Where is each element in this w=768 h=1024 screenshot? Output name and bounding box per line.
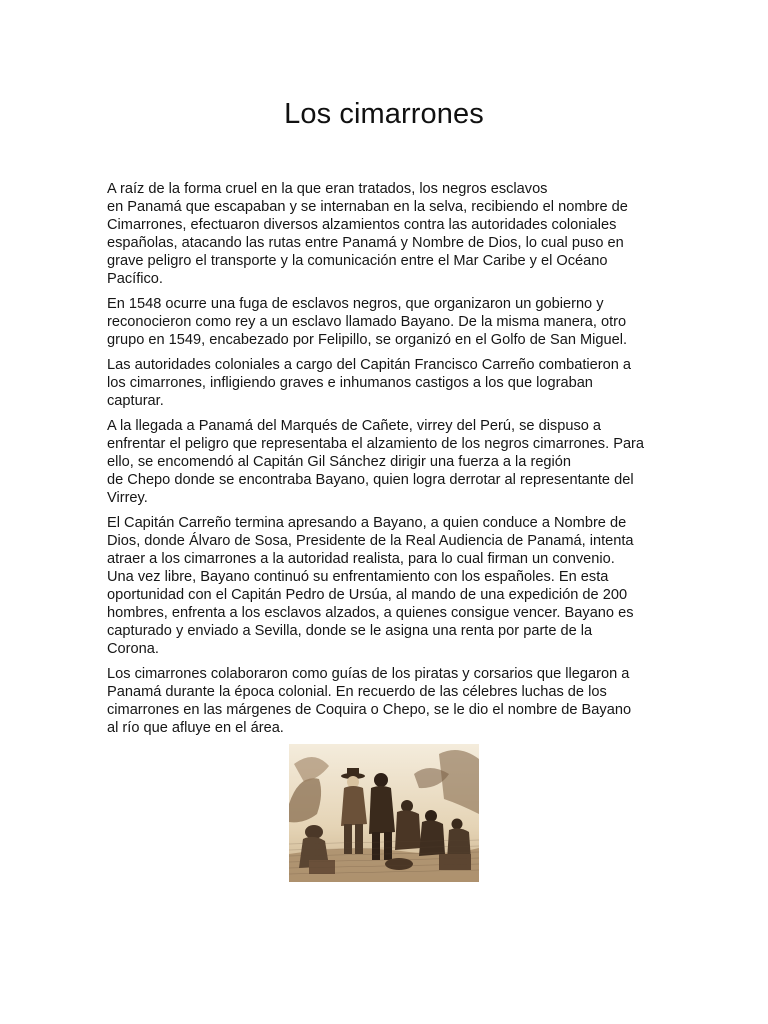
paragraph-line: En 1548 ocurre una fuga de esclavos negros, que organizaron un gobierno y xyxy=(107,296,604,312)
engraving-illustration xyxy=(289,744,479,882)
paragraph-line: atraer a los cimarrones a la autoridad realista, para lo cual firman un convenio. xyxy=(107,551,615,567)
paragraph-line: Cimarrones, efectuaron diversos alzamientos contra las autoridades coloniales xyxy=(107,217,617,233)
paragraph-line: españolas, atacando las rutas entre Panamá y Nombre de Dios, lo cual puso en xyxy=(107,235,624,251)
paragraph-line: ello, se encomendó al Capitán Gil Sánchez dirigir una fuerza a la región xyxy=(107,454,572,470)
paragraph-line: reconocieron como rey a un esclavo llamado Bayano. De la misma manera, otro xyxy=(107,314,627,330)
paragraph-line: enfrentar el peligro que representaba el alzamiento de los negros cimarrones. Para xyxy=(107,436,645,452)
paragraph-line: oportunidad con el Capitán Pedro de Ursúa, al mando de una expedición de 200 xyxy=(107,587,628,603)
paragraph-line: A la llegada a Panamá del Marqués de Cañete, virrey del Perú, se dispuso a xyxy=(107,418,602,434)
body-paragraph xyxy=(107,417,663,507)
paragraph-line: Virrey. xyxy=(107,490,148,506)
paragraph-line: Panamá durante la época colonial. En recuerdo de las célebres luchas de los xyxy=(107,684,607,700)
paragraph-line: capturado y enviado a Sevilla, donde se le asigna una renta por parte de la xyxy=(107,623,593,639)
body-paragraph xyxy=(107,356,663,410)
paragraph-line: los cimarrones, infligiendo graves e inhumanos castigos a los que lograban xyxy=(107,375,593,391)
sepia-engraving-illustration-icon xyxy=(289,744,479,882)
document-body xyxy=(107,180,663,744)
paragraph-line: grave peligro el transporte y la comunicación entre el Mar Caribe y el Océano xyxy=(107,253,608,269)
paragraph-line: en Panamá que escapaban y se internaban en la selva, recibiendo el nombre de xyxy=(107,199,628,215)
paragraph-line: de Chepo donde se encontraba Bayano, quien logra derrotar al representante del xyxy=(107,472,634,488)
body-paragraph xyxy=(107,514,663,658)
paragraph-line: Las autoridades coloniales a cargo del Capitán Francisco Carreño combatieron a xyxy=(107,357,632,373)
page-title: Los cimarrones xyxy=(284,98,484,130)
paragraph-line: capturar. xyxy=(107,393,164,409)
paragraph-line: Dios, donde Álvaro de Sosa, Presidente de la Real Audiencia de Panamá, intenta xyxy=(107,533,634,549)
paragraph-line: Pacífico. xyxy=(107,271,163,287)
paragraph-line: al río que afluye en el área. xyxy=(107,720,284,736)
body-paragraph xyxy=(107,665,663,737)
paragraph-line: grupo en 1549, encabezado por Felipillo, se organizó en el Golfo de San Miguel. xyxy=(107,332,628,348)
paragraph-line: El Capitán Carreño termina apresando a Bayano, a quien conduce a Nombre de xyxy=(107,515,627,531)
paragraph-line: cimarrones en las márgenes de Coquira o Chepo, se le dio el nombre de Bayano xyxy=(107,702,632,718)
paragraph-line: A raíz de la forma cruel en la que eran tratados, los negros esclavos xyxy=(107,181,548,197)
paragraph-line: Los cimarrones colaboraron como guías de los piratas y corsarios que llegaron a xyxy=(107,666,630,682)
body-paragraph xyxy=(107,180,663,288)
paragraph-line: Corona. xyxy=(107,641,159,657)
paragraph-line: Una vez libre, Bayano continuó su enfrentamiento con los españoles. En esta xyxy=(107,569,609,585)
body-paragraph xyxy=(107,295,663,349)
paragraph-line: hombres, enfrenta a los esclavos alzados, a quienes consigue vencer. Bayano es xyxy=(107,605,634,621)
